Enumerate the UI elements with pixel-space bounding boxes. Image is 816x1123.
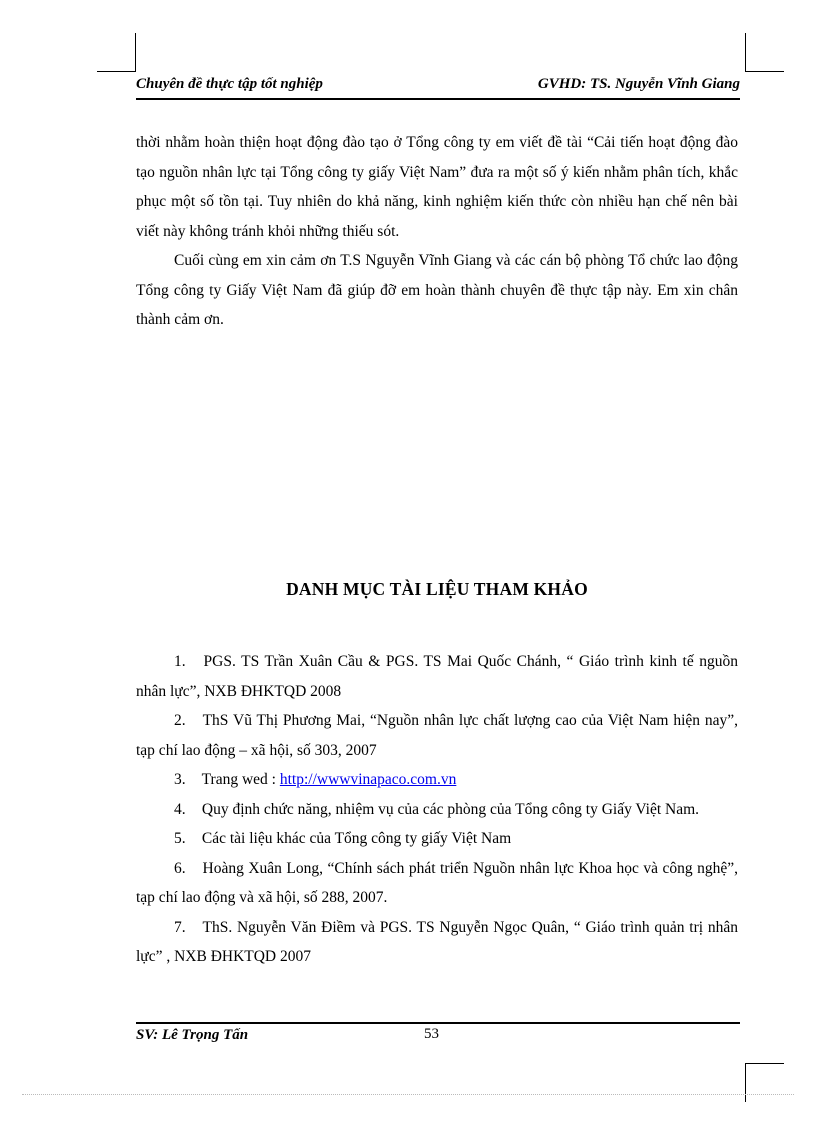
- page-header: [136, 76, 740, 100]
- reference-item: [136, 795, 738, 825]
- reference-item: [136, 765, 738, 795]
- body-text: [136, 128, 738, 335]
- footer-student: SV: Lê Trọng Tấn: [136, 1027, 249, 1043]
- crop-mark-top-left: [97, 33, 136, 72]
- crop-mark-top-right: [745, 33, 784, 72]
- section-title: DANH MỤC TÀI LIỆU THAM KHẢO: [286, 579, 588, 599]
- website-link[interactable]: http://wwwvinapaco.com.vn: [279, 771, 457, 788]
- reference-text: ThS. Nguyễn Văn Điềm và PGS. TS Nguyễn Ngọc Quân, “ Giáo trình quản trị nhân lực” , NXB ĐHKTQD 2007: [136, 918, 738, 965]
- reference-text: ThS Vũ Thị Phương Mai, “Nguồn nhân lực chất lượng cao của Việt Nam hiện nay”, tạp chí lao động – xã hội, số 303, 2007: [136, 712, 738, 759]
- reference-item: [136, 706, 738, 765]
- reference-item: [136, 854, 738, 913]
- reference-number: 7.: [174, 918, 186, 936]
- reference-number: 1.: [174, 653, 186, 670]
- reference-text: Quy định chức năng, nhiệm vụ của các phòng của Tổng công ty Giấy Việt Nam.: [201, 800, 700, 818]
- reference-number: 3.: [174, 771, 186, 788]
- reference-number: 5.: [174, 830, 186, 847]
- page-edge-divider: [22, 1094, 794, 1095]
- header-advisor: GVHD: TS. Nguyễn Vĩnh Giang: [537, 76, 740, 92]
- reference-number: 4.: [174, 800, 186, 818]
- reference-text: Các tài liệu khác của Tổng công ty giấy Việt Nam: [201, 830, 512, 847]
- reference-item: [136, 913, 738, 972]
- reference-item: [136, 647, 738, 706]
- crop-mark-bottom-right: [745, 1063, 784, 1102]
- page-number: 53: [424, 1026, 439, 1042]
- paragraph: Cuối cùng em xin cảm ơn T.S Nguyễn Vĩnh Giang và các cán bộ phòng Tổ chức lao động Tổng công ty Giấy Việt Nam đã giúp đỡ em hoàn thành chuyên đề thực tập này. Em xin chân thành cảm ơn.: [136, 252, 738, 328]
- reference-item: [136, 824, 738, 854]
- header-title: Chuyên đề thực tập tốt nghiệp: [136, 76, 323, 92]
- reference-text: Trang wed :: [201, 771, 280, 788]
- reference-text: PGS. TS Trần Xuân Cầu & PGS. TS Mai Quốc Chánh, “ Giáo trình kinh tế nguồn nhân lực”, NXB ĐHKTQD 2008: [136, 653, 739, 700]
- paragraph: thời nhằm hoàn thiện hoạt động đào tạo ở Tổng công ty em viết đề tài “Cải tiến hoạt động đào tạo nguồn nhân lực tại Tổng công ty giấy Việt Nam” đưa ra một số ý kiến nhằm phân tích, khắc phục một số tồn tại. Tuy nhiên do khả năng, kinh nghiệm kiến thức còn nhiều hạn chế nên bài viết này không tránh khỏi những thiếu sót.: [136, 134, 738, 240]
- reference-number: 6.: [174, 859, 186, 877]
- reference-number: 2.: [174, 712, 186, 729]
- reference-text: Hoàng Xuân Long, “Chính sách phát triển Nguồn nhân lực Khoa học và công nghệ”, tạp chí lao động và xã hội, số 288, 2007.: [136, 859, 739, 906]
- reference-list: [136, 647, 738, 972]
- footer-divider: [136, 1022, 740, 1024]
